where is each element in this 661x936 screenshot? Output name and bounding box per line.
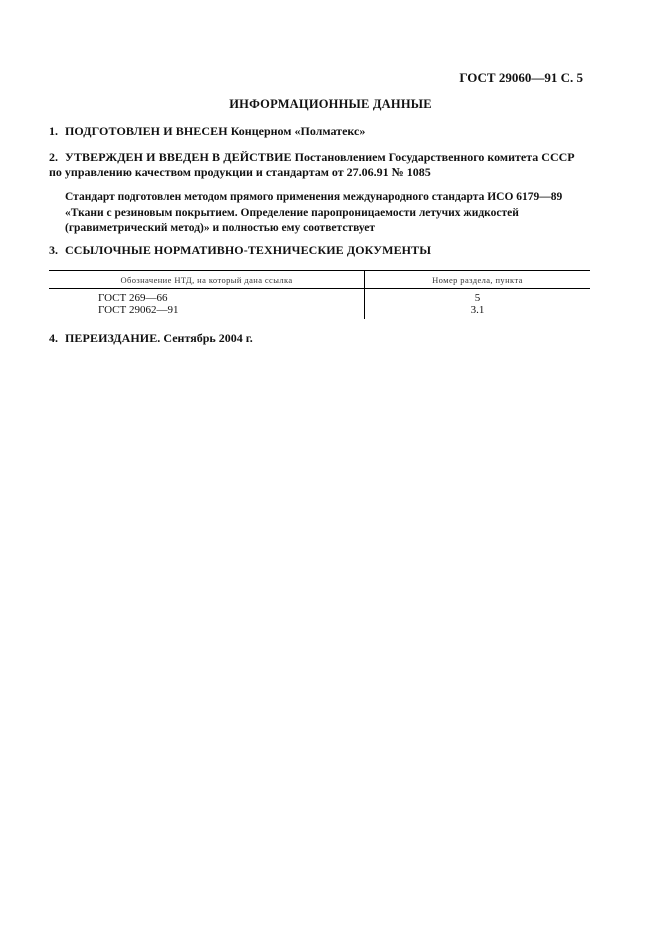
item-number: 2. — [49, 150, 58, 164]
item-approved — [49, 150, 589, 180]
item-heading: ПОДГОТОВЛЕН И ВНЕСЕН — [65, 124, 228, 138]
item-references — [49, 243, 589, 258]
table-cell-document: ГОСТ 29062—91 — [49, 304, 365, 319]
item-number: 4. — [49, 331, 58, 345]
table-cell-section: 3.1 — [470, 304, 485, 316]
item-heading: ПЕРЕИЗДАНИЕ. — [65, 331, 161, 345]
column-header-document: Обозначение НТД, на который дана ссылка — [49, 271, 365, 289]
reference-table — [49, 270, 590, 319]
standard-note: Стандарт подготовлен методом прямого применения международного стандарта ИСО 6179—89 «Ткани с резиновым покрытием. Определение паропроницаемости летучих жидкостей (гравиметрический метод)» и полностью ему соответствует — [65, 191, 563, 234]
table-row — [49, 289, 590, 305]
item-prepared — [49, 124, 589, 139]
item-heading: ССЫЛОЧНЫЕ НОРМАТИВНО-ТЕХНИЧЕСКИЕ ДОКУМЕНТЫ — [65, 243, 432, 257]
item-heading: УТВЕРЖДЕН И ВВЕДЕН В ДЕЙСТВИЕ — [65, 150, 292, 164]
item-number: 3. — [49, 243, 58, 257]
table-cell-document: ГОСТ 269—66 — [49, 289, 365, 305]
item-number: 1. — [49, 124, 58, 138]
page-header: ГОСТ 29060—91 С. 5 — [459, 70, 583, 85]
item-text: Концерном «Полматекс» — [230, 124, 366, 138]
document-title: ИНФОРМАЦИОННЫЕ ДАННЫЕ — [229, 97, 432, 111]
table-row — [49, 304, 590, 319]
item-text: Сентябрь 2004 г. — [163, 331, 253, 345]
table-header-row — [49, 271, 590, 289]
table-cell-section: 5 — [474, 292, 481, 304]
item-text: Постановлением Государственного комитета СССР по управлению качеством продукции и стандартам от 27.06.91 № 1085 — [49, 150, 575, 179]
item-reissue — [49, 331, 589, 346]
column-header-section: Номер раздела, пункта — [365, 271, 591, 289]
